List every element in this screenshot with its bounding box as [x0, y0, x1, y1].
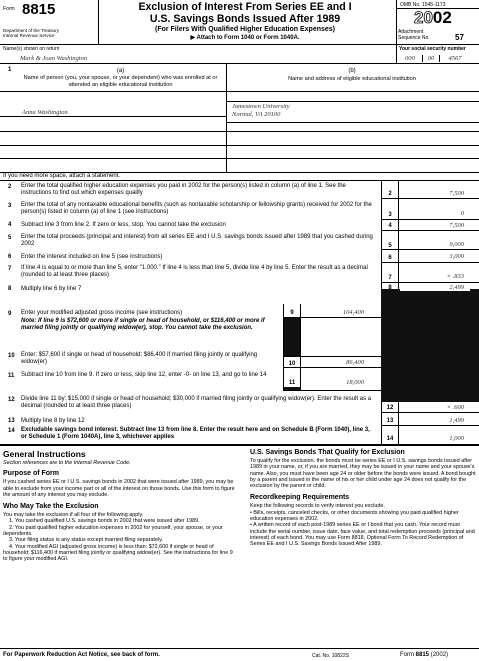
form-number: 8815 [22, 1, 56, 18]
line11-amount[interactable]: 18,000 [346, 379, 364, 386]
line3-box-label: 3 [388, 212, 392, 218]
line2-box-label: 2 [388, 191, 392, 197]
line3-number: 3 [8, 203, 12, 209]
purpose-heading: Purpose of Form [3, 470, 60, 478]
line2-number: 2 [8, 184, 12, 190]
line13-text: Multiply line 8 by line 12 [21, 418, 85, 424]
irs-label: Internal Revenue Service [3, 33, 55, 38]
line9-note: Note: If line 9 is $72,600 or more if single or head of household, or $116,400 or more if married filing jointly or qualifying widow(er), stop. You cannot take the exclusion. [21, 318, 265, 332]
attach-statement-note: If you need more space, attach a statement. [3, 173, 121, 179]
line5-box-label: 5 [388, 243, 392, 249]
qualifying-bonds-heading: U.S. Savings Bonds That Qualify for Exclusion [250, 449, 405, 456]
line5-text: Enter the total proceeds (principal and interest) from all series EE and I U.S. savings bonds issued after 1989 that you cashed during 2002 [21, 234, 373, 248]
section-reference-note: Section references are to the Internal Revenue Code. [3, 460, 131, 466]
footer-form-id: Form 8815 (2002) [400, 652, 449, 658]
shaded-area-right [381, 289, 479, 402]
line3-amount[interactable]: 0 [460, 210, 464, 217]
recordkeeping-heading: Recordkeeping Requirements [250, 494, 350, 502]
student-name[interactable]: Anna Washington [22, 109, 68, 116]
line11-text: Subtract line 10 from line 9. If zero or less, skip line 12, enter -0- on line 13, and go to line 14 [21, 372, 267, 378]
general-instructions-heading: General Instructions [3, 449, 86, 459]
paperwork-notice: For Paperwork Reduction Act Notice, see back of form. [3, 652, 160, 658]
qualifying-bonds-text: To qualify for the exclusion, the bonds must be series EE or I U.S. savings bonds issued after 1989 in your name, or, if you are married, they may be issued in your name and your spouse's name. Also, you must have been age 24 or older before the bonds were issued. A bond bought by a parent and issued in the name of his or her child under age 24 does not qualify for the exclusion by the parent or child. [250, 458, 476, 490]
line8-text: Multiply line 6 by line 7 [21, 286, 82, 292]
line6-text: Enter the interest included on line 5 (see instructions) [21, 254, 163, 260]
line8-box-label: 8 [388, 285, 392, 291]
who-condition-3: 3. Your filing status is any status except married filing separately. [9, 537, 163, 544]
institution-address[interactable]: Normal, VA 20100 [232, 111, 281, 118]
purpose-text: If you cashed series EE or I U.S. savings bonds in 2002 that were issued after 1989, you may be able to exclude from your income part or all of the interest on those bonds. Use this form to figure the amount of any interest you may exclude. [3, 479, 235, 498]
line12-amount[interactable]: × .600 [446, 404, 464, 411]
form-title-line1: Exclusion of Interest From Series EE and I [138, 1, 352, 13]
line2-text: Enter the total qualified higher education expenses you paid in 2002 for the person(s) listed in column (a) of line 1. See the instructions to find out which expenses qualify [21, 183, 346, 197]
line5-amount[interactable]: 9,000 [449, 241, 464, 248]
line9-text: Enter your modified adjusted gross income (see instructions) [21, 310, 183, 316]
attach-instruction: ▶ Attach to Form 1040 or Form 1040A. [190, 35, 300, 41]
line13-amount[interactable]: 1,499 [449, 417, 464, 424]
line13-box-label: 13 [386, 418, 394, 424]
sequence-number: 57 [455, 33, 464, 42]
line12-text: Divide line 11 by: $15,000 if single or head of household; $30,000 if married filing jointly or qualifying widow(er). Enter the result as a decimal (rounded to at least three places) [21, 396, 372, 410]
line4-box-label: 4 [388, 223, 392, 229]
col-a-heading: Name of person (you, your spouse, or your dependent) who was enrolled at or attended an eligible educational institution [23, 75, 218, 88]
taxpayer-name[interactable]: Mark & Joan Washington [20, 55, 88, 62]
line10-text: Enter: $57,600 if single or head of household; $86,400 if married filing jointly or qualifying widow(er) [21, 352, 258, 366]
attachment-label: Attachment [398, 29, 424, 35]
line6-number: 6 [8, 254, 12, 260]
line8-amount[interactable]: 2,499 [400, 284, 470, 291]
omb-number: OMB No. 1545-1173 [400, 2, 446, 8]
catalog-number: Cat. No. 10822S [312, 653, 349, 659]
line10-number: 10 [8, 353, 15, 359]
line1-number: 1 [8, 67, 12, 73]
line4-amount[interactable]: 7,500 [449, 222, 464, 229]
recordkeeping-intro: Keep the following records to verify interest you exclude. [250, 503, 385, 510]
shaded-area-9 [284, 318, 300, 356]
line8-number: 8 [8, 286, 12, 292]
who-condition-1: 1. You cashed qualified U.S. savings bonds in 2002 that were issued after 1989. [9, 518, 200, 525]
line4-number: 4 [8, 222, 12, 228]
sequence-label: Sequence No. [398, 35, 430, 41]
line13-number: 13 [8, 418, 15, 424]
line4-text: Subtract line 3 from line 2. If zero or less, stop. You cannot take the exclusion [21, 222, 226, 228]
who-intro: You may take the exclusion if all four of the following apply. [3, 512, 144, 519]
line14-text: Excludable savings bond interest. Subtract line 13 from line 8. Enter the result here and on Schedule B (Form 1040), line 3, or Schedule 1 (Form 1040A), line 3, whichever applies [21, 427, 370, 441]
line7-amount[interactable]: × .833 [446, 273, 464, 280]
line14-amount[interactable]: 1,000 [449, 435, 464, 442]
line12-number: 12 [8, 397, 15, 403]
line7-number: 7 [8, 266, 12, 272]
line7-box-label: 7 [388, 275, 392, 281]
recordkeeping-item-2: • A written record of each post-1989 series EE or I bond that you cash. Your record must include the serial number, issue date, face value, and total redemption proceeds (principal and interest) of each bond. You may use Form 8818, Optional Form To Record Redemption of Series EE and I U.S. Savings Bonds Issued After 1989. [250, 522, 475, 548]
line6-amount[interactable]: 3,000 [449, 253, 464, 260]
col-b-heading: Name and address of eligible educational institution [288, 76, 416, 82]
line2-amount[interactable]: 7,500 [449, 190, 464, 197]
form-title-line2: U.S. Savings Bonds Issued After 1989 [149, 13, 341, 25]
dept-treasury: Department of the Treasury [3, 28, 59, 33]
col-a-tag: (a) [116, 68, 125, 74]
line11-box-label: 11 [284, 380, 300, 387]
ssn-label: Your social security number [399, 46, 466, 52]
recordkeeping-item-1: • Bills, receipts, canceled checks, or other documents showing you paid qualified higher education expenses in 2002. [250, 509, 459, 523]
name-label: Name(s) shown on return [3, 46, 60, 52]
line3-text: Enter the total of any nontaxable educational benefits (such as nontaxable scholarship or fellowship grants) received for 2002 for the person(s) listed in column (a) of line 1 (see instructions) [21, 202, 372, 216]
line14-number: 14 [8, 428, 15, 434]
line12-box-label: 12 [386, 405, 394, 411]
tax-year: 2002 [414, 8, 452, 27]
form-subtitle: (For Filers With Qualified Higher Education Expenses) [154, 26, 336, 33]
line7-text: If line 4 is equal to or more than line 5, enter "1.000." If line 4 is less than line 5, divide line 4 by line 5. Enter the result as a decimal (rounded to at least three places) [21, 265, 368, 279]
line9-number: 9 [8, 311, 12, 317]
institution-name[interactable]: Jamestown University [232, 103, 290, 110]
who-condition-2: 2. You paid qualified higher education expenses in 2002 for yourself, your spouse, or your dependents. [3, 524, 223, 538]
who-condition-4: 4. Your modified AGI (adjusted gross income) is less than: $72,600 if single or head of household; $116,400 if married filing jointly or qualifying widow(er). See the instructions for line 9 to figure your modified AGI. [3, 543, 233, 563]
line5-number: 5 [8, 235, 12, 241]
col-b-tag: (b) [348, 68, 356, 74]
line9-amount[interactable]: 104,400 [342, 309, 364, 316]
line11-number: 11 [8, 373, 15, 379]
line14-box-label: 14 [386, 436, 394, 442]
instructions-right-column [250, 449, 476, 548]
line10-amount[interactable]: 86,400 [346, 359, 364, 366]
form-label: Form [3, 6, 15, 12]
ssn-value[interactable]: 000 00 4567 [405, 55, 462, 62]
line9-box-label: 9 [290, 310, 294, 316]
who-may-take-heading: Who May Take the Exclusion [3, 503, 99, 511]
line10-box-label: 10 [288, 361, 296, 367]
line6-box-label: 6 [388, 255, 392, 261]
instructions-left-column [3, 449, 237, 563]
